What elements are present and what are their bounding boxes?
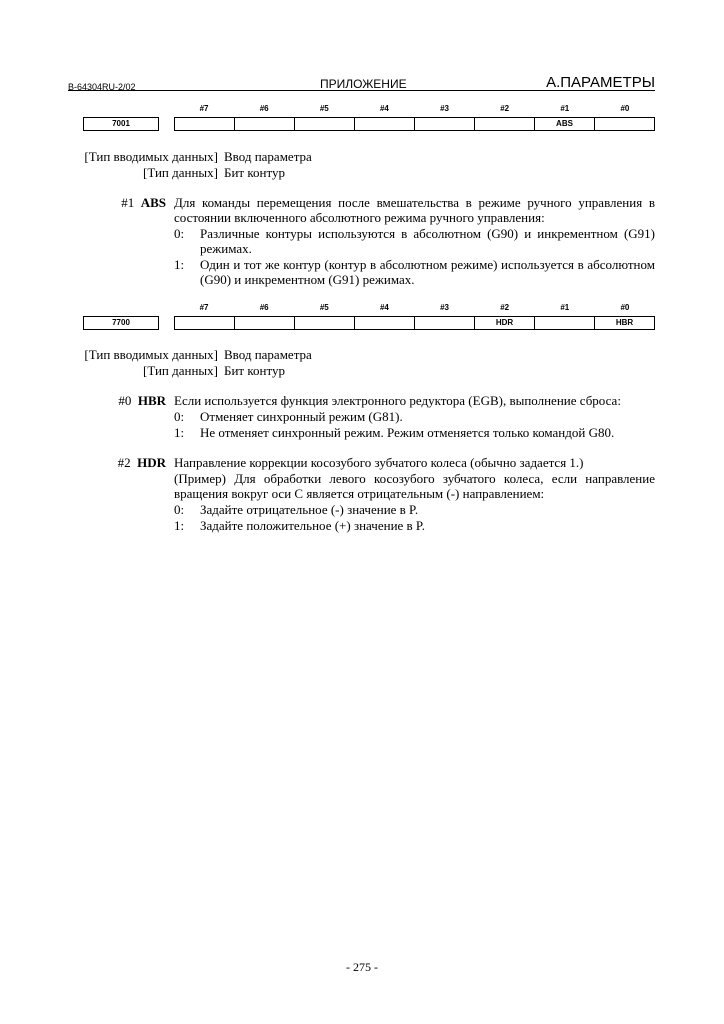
option-key: 1: bbox=[174, 257, 185, 272]
bit-name: HBR bbox=[137, 393, 166, 408]
bit-header: #2 bbox=[500, 104, 510, 113]
bit-header: #6 bbox=[259, 104, 269, 113]
bit-name: HDR bbox=[137, 455, 166, 470]
bit-cell bbox=[295, 118, 355, 130]
bit-number: #0 bbox=[118, 393, 132, 408]
bit-cell bbox=[535, 317, 595, 329]
bit-header: #2 bbox=[500, 303, 510, 312]
bit-cell bbox=[175, 317, 235, 329]
bit-header: #5 bbox=[319, 104, 329, 113]
bit-header: #5 bbox=[319, 303, 329, 312]
bit-header: #1 bbox=[560, 104, 570, 113]
bit-cell bbox=[415, 118, 475, 130]
parameter-bit-row bbox=[174, 316, 655, 330]
bit-name: ABS bbox=[140, 195, 166, 210]
bit-description: Если используется функция электронного редуктора (EGB), выполнение сброса: bbox=[174, 393, 621, 408]
bit-cell bbox=[235, 118, 295, 130]
parameter-bit-row bbox=[174, 117, 655, 131]
input-type-value: Ввод параметра bbox=[224, 149, 312, 164]
bit-header: #0 bbox=[620, 104, 630, 113]
data-type-label: [Тип данных] bbox=[143, 363, 218, 378]
option-text: Задайте отрицательное (-) значение в P. bbox=[200, 502, 419, 517]
bit-cell bbox=[355, 118, 415, 130]
parameter-number-cell: 7001 bbox=[83, 117, 159, 131]
option-key: 0: bbox=[174, 502, 185, 517]
bit-cell bbox=[295, 317, 355, 329]
bit-number: #2 bbox=[117, 455, 131, 470]
option-text: Один и тот же контур (контур в абсолютном режиме) используется в абсолютном (G90) и инкрементном (G91) режимах. bbox=[200, 257, 655, 287]
bit-header: #7 bbox=[199, 104, 209, 113]
bit-header-row-2 bbox=[174, 303, 655, 312]
header-divider bbox=[68, 90, 655, 91]
bit-cell bbox=[475, 118, 535, 130]
bit-header: #1 bbox=[560, 303, 570, 312]
data-type-value: Бит контур bbox=[224, 363, 285, 378]
bit-cell bbox=[235, 317, 295, 329]
option-text: Задайте положительное (+) значение в P. bbox=[200, 518, 425, 533]
option-key: 0: bbox=[174, 409, 185, 424]
bit-description: Для команды перемещения после вмешательства в режиме ручного управления в состоянии включенного абсолютного режима ручного управления: bbox=[174, 195, 655, 225]
bit-header: #4 bbox=[379, 303, 389, 312]
option-text: Различные контуры используются в абсолютном (G90) и инкрементном (G91) режимах. bbox=[200, 226, 655, 256]
bit-cell: ABS bbox=[535, 118, 595, 130]
input-type-value: Ввод параметра bbox=[224, 347, 312, 362]
bit-header: #3 bbox=[440, 303, 450, 312]
bit-header: #6 bbox=[259, 303, 269, 312]
option-key: 0: bbox=[174, 226, 185, 241]
parameter-number-cell: 7700 bbox=[83, 316, 159, 330]
bit-example: (Пример) Для обработки левого косозубого зубчатого колеса, если направление вращения вокруг оси C является отрицательным (-) направлением: bbox=[174, 471, 655, 501]
data-type-value: Бит контур bbox=[224, 165, 285, 180]
bit-description: Направление коррекции косозубого зубчатого колеса (обычно задается 1.) bbox=[174, 455, 584, 470]
bit-label bbox=[66, 455, 166, 470]
chapter-title: A.ПАРАМЕТРЫ bbox=[546, 74, 655, 91]
option-text: Не отменяет синхронный режим. Режим отменяется только командой G80. bbox=[200, 425, 615, 440]
document-number: B-64304RU-2/02 bbox=[68, 82, 136, 92]
bit-header-row-1 bbox=[174, 104, 655, 113]
bit-cell bbox=[595, 118, 654, 130]
bit-label bbox=[66, 195, 166, 210]
option-text: Отменяет синхронный режим (G81). bbox=[200, 409, 403, 424]
option-key: 1: bbox=[174, 518, 185, 533]
bit-number: #1 bbox=[121, 195, 135, 210]
bit-cell: HDR bbox=[475, 317, 535, 329]
bit-header: #3 bbox=[440, 104, 450, 113]
bit-cell bbox=[415, 317, 475, 329]
option-key: 1: bbox=[174, 425, 185, 440]
bit-label bbox=[66, 393, 166, 408]
bit-header: #4 bbox=[379, 104, 389, 113]
page-number: - 275 - bbox=[346, 960, 378, 974]
bit-header: #7 bbox=[199, 303, 209, 312]
bit-cell: HBR bbox=[615, 318, 634, 327]
bit-header: #0 bbox=[620, 303, 630, 312]
data-type-label: [Тип данных] bbox=[143, 165, 218, 180]
bit-cell bbox=[175, 118, 235, 130]
section-title: ПРИЛОЖЕНИЕ bbox=[320, 77, 407, 91]
input-type-label: [Тип вводимых данных] bbox=[84, 149, 218, 164]
bit-cell bbox=[355, 317, 415, 329]
input-type-label: [Тип вводимых данных] bbox=[84, 347, 218, 362]
